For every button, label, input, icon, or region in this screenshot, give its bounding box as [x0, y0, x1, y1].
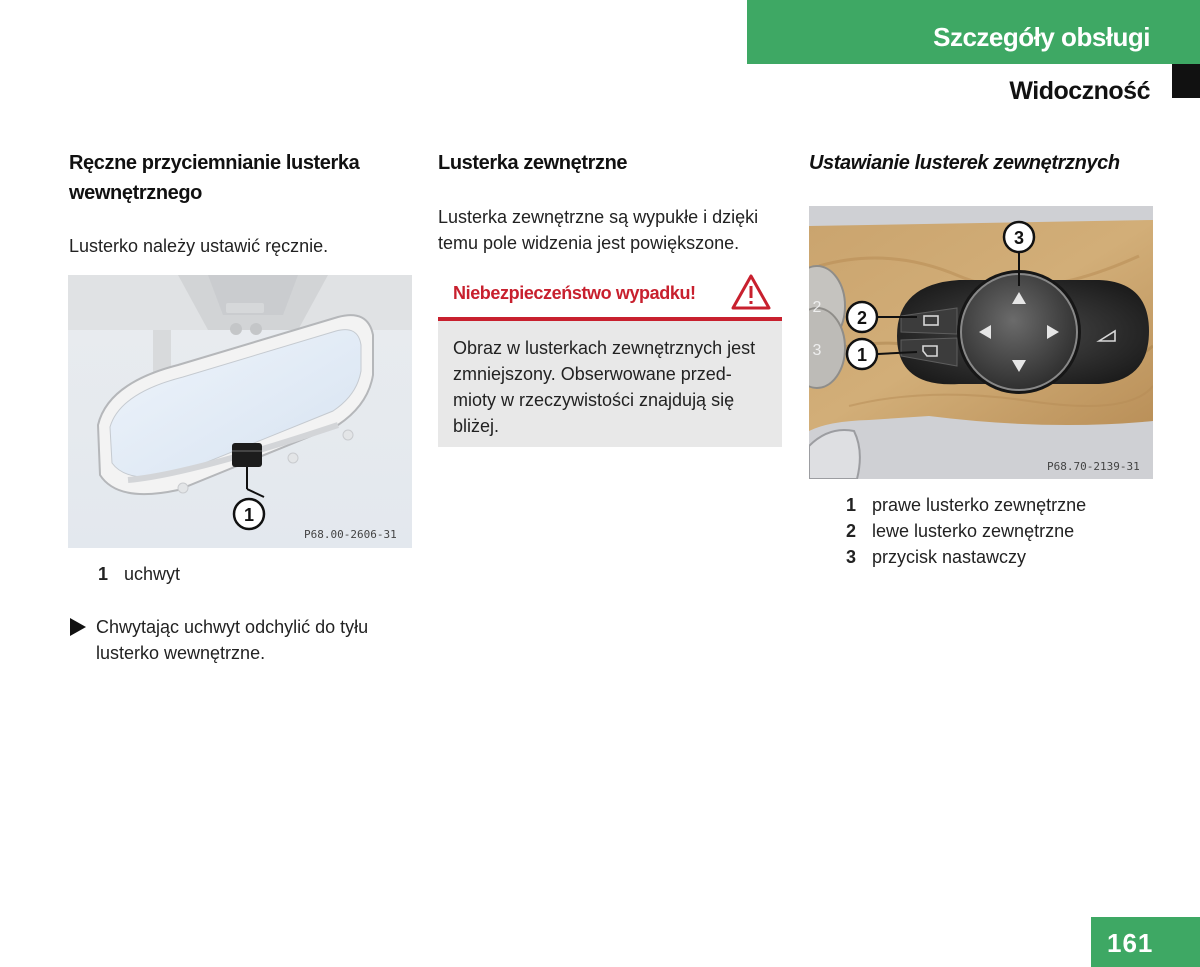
col1-heading — [69, 148, 409, 208]
legend-item — [846, 518, 1086, 544]
col1-heading-line2: wewnętrznego — [69, 182, 202, 204]
col2-text-line2: temu pole widzenia jest powiększone. — [438, 233, 740, 253]
warning-triangle-icon — [730, 273, 772, 316]
memory-button-2: 2 — [812, 299, 822, 316]
section-marker — [1172, 64, 1200, 98]
legend-item — [846, 492, 1086, 518]
warning-title: Niebezpieczeństwo wypadku! — [453, 283, 696, 303]
legend-number: 3 — [846, 547, 857, 567]
mirror-switch-figure — [809, 206, 1153, 479]
col2-text — [438, 204, 788, 256]
page-number: 161 — [1107, 928, 1154, 958]
switch-callout-2: 2 — [856, 308, 868, 328]
instruction-item — [69, 614, 409, 666]
legend-number: 1 — [846, 495, 857, 515]
warning-box — [438, 265, 782, 447]
section-tab — [747, 0, 1200, 64]
figure-code-1: P68.00-2606-31 — [304, 528, 397, 541]
instruction-line1: Chwytając uchwyt odchylić do tyłu — [96, 617, 369, 637]
figure-code-2: P68.70-2139-31 — [1047, 460, 1140, 473]
warning-line4: bliżej. — [453, 416, 500, 436]
switch-callout-3: 3 — [1013, 228, 1025, 248]
col2-heading: Lusterka zewnętrzne — [438, 152, 628, 174]
rearview-mirror-illustration — [68, 275, 412, 548]
legend-text: uchwyt — [124, 564, 181, 584]
section-title: Szczegóły obsługi — [933, 22, 1150, 52]
subsection-title: Widoczność — [1009, 77, 1150, 105]
warning-line3: mioty w rzeczywistości znajdują się — [453, 390, 735, 410]
legend-item — [98, 561, 180, 587]
col1-intro: Lusterko należy ustawić ręcznie. — [69, 236, 329, 256]
mirror-callout-1: 1 — [243, 505, 255, 525]
legend-text: przycisk nastawczy — [872, 547, 1027, 567]
legend-text: lewe lusterko zewnętrzne — [872, 521, 1075, 541]
col3-legend — [846, 492, 1086, 570]
page-number-box — [1091, 917, 1200, 967]
legend-item — [846, 544, 1086, 570]
col1-heading-line1: Ręczne przyciemnianie lusterka — [69, 152, 360, 174]
bullet-arrow-icon — [69, 617, 87, 644]
legend-number: 1 — [98, 564, 109, 584]
col3-heading: Ustawianie lusterek zewnętrznych — [809, 152, 1120, 174]
col1-legend — [98, 561, 180, 587]
switch-callout-1: 1 — [856, 345, 868, 365]
warning-line2: zmniejszony. Obserwowane przed- — [453, 364, 732, 384]
warning-line1: Obraz w lusterkach zewnętrznych jest — [453, 338, 756, 358]
mirror-switch-illustration — [809, 206, 1153, 479]
legend-number: 2 — [846, 521, 857, 541]
instruction-line2: lusterko wewnętrzne. — [96, 643, 266, 663]
legend-text: prawe lusterko zewnętrzne — [872, 495, 1087, 515]
warning-header — [438, 265, 782, 321]
memory-button-3: 3 — [812, 342, 822, 359]
rearview-mirror-figure — [68, 275, 412, 548]
col2-text-line1: Lusterka zewnętrzne są wypukłe i dzięki — [438, 207, 759, 227]
warning-body — [453, 335, 783, 439]
